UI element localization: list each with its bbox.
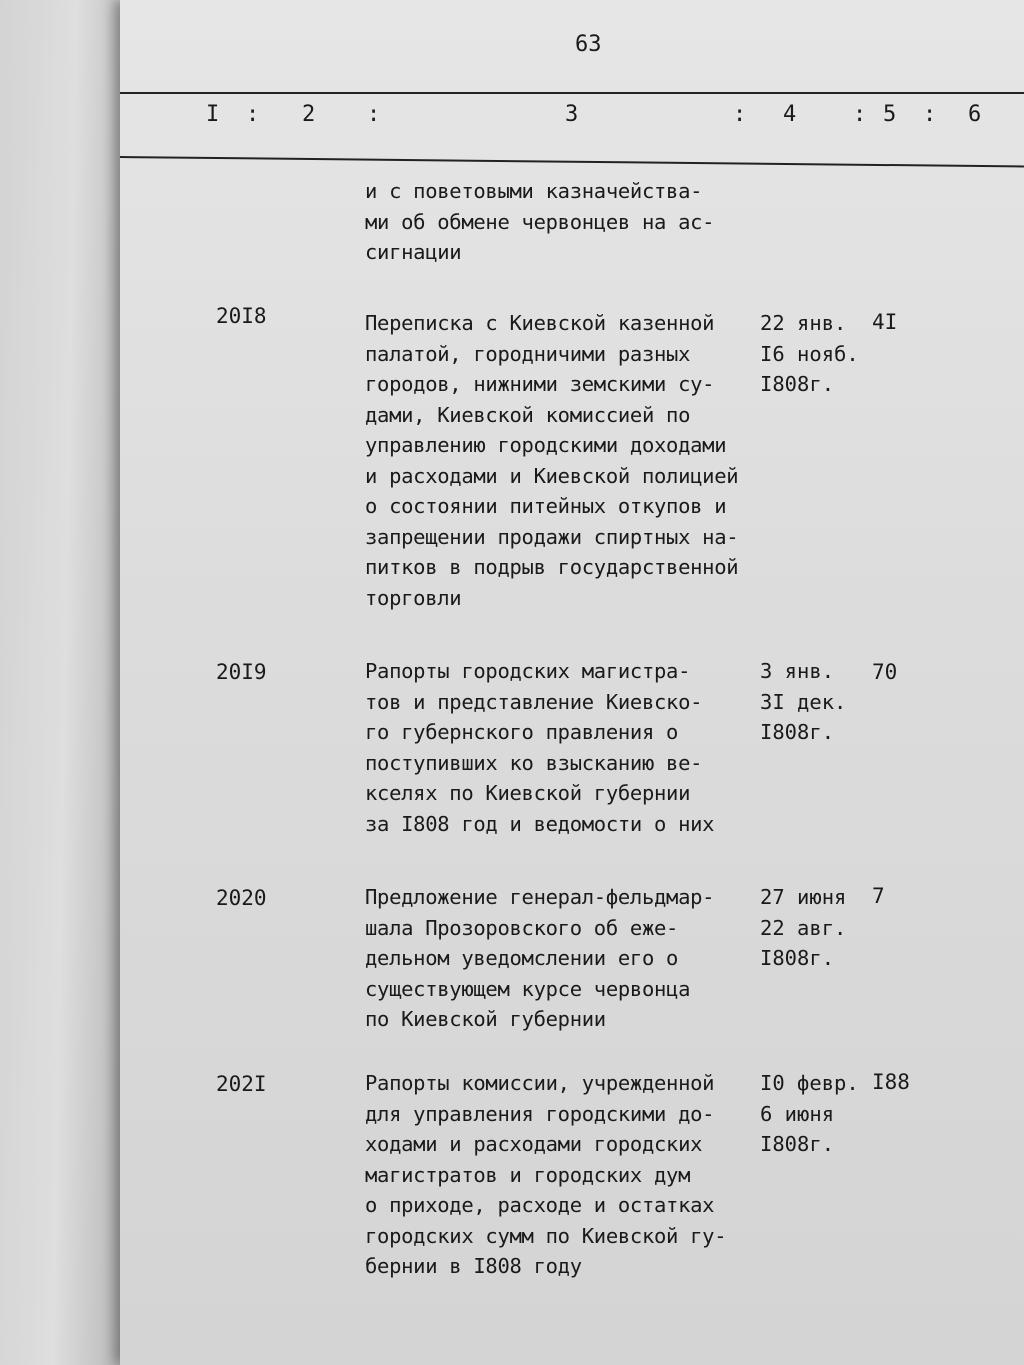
description-line: бернии в I808 году (365, 1254, 582, 1278)
description-line: для управления городскими до- (365, 1101, 715, 1126)
entry-description (365, 656, 765, 839)
date-line: 6 июня (760, 1101, 835, 1126)
date-line: 3 янв. (760, 659, 835, 683)
entry-dates (760, 1068, 880, 1160)
description-line: тов и представление Киевско- (365, 689, 703, 714)
description-line: по Киевской губернии (365, 1007, 606, 1031)
column-separator: : (246, 102, 260, 127)
entry-sheets: 70 (872, 660, 898, 684)
date-line: 3I дек. (760, 689, 847, 714)
header-rule-top (120, 92, 1024, 94)
description-line: существующем курсе червонца (365, 976, 691, 1001)
entry-description (365, 176, 765, 268)
entry-number: 20I9 (216, 660, 267, 684)
description-line: палатой, городничими разных (365, 341, 691, 366)
entry-sheets: I88 (872, 1070, 910, 1094)
description-line: городских сумм по Киевской гу- (365, 1223, 727, 1248)
description-line: Переписка с Киевской казенной (365, 311, 715, 335)
description-line: управлению городскими доходами (365, 433, 727, 457)
date-line: I6 нояб. (760, 341, 859, 366)
date-line: 22 авг. (760, 915, 847, 940)
description-line: магистратов и городских дум (365, 1162, 691, 1187)
description-line: о состоянии питейных откупов и (365, 494, 727, 518)
header-rule-bottom (120, 156, 1024, 167)
date-line: I808г. (760, 720, 835, 744)
description-line: сигнации (365, 240, 462, 264)
entry-description (365, 308, 765, 613)
column-header-3: 3 (565, 102, 579, 127)
description-line: Предложение генерал-фельдмар- (365, 885, 715, 909)
date-line: 22 янв. (760, 311, 847, 335)
column-header-5: 5 (883, 102, 897, 127)
description-line: дельном уведомслении его о (365, 946, 679, 970)
date-line: I0 февр. (760, 1071, 859, 1095)
entry-dates (760, 656, 880, 748)
entry-number: 20I8 (216, 304, 267, 328)
description-line: питков в подрыв государственной (365, 555, 739, 579)
description-line: и расходами и Киевской полицией (365, 463, 739, 488)
description-line: запрещении продажи спиртных на- (365, 524, 739, 549)
description-line: дами, Киевской комиссией по (365, 402, 691, 427)
description-line: за I808 год и ведомости о них (365, 811, 715, 836)
description-line: о приходе, расходе и остатках (365, 1193, 715, 1217)
description-line: городов, нижними земскими су- (365, 372, 715, 396)
date-line: I808г. (760, 1132, 835, 1156)
description-line: поступивших ко взысканию ве- (365, 750, 703, 775)
description-line: торговли (365, 585, 462, 610)
entry-number: 202I (216, 1072, 267, 1096)
column-separator: : (853, 102, 867, 127)
column-separator: : (923, 102, 937, 127)
description-line: Рапорты городских магистра- (365, 659, 691, 683)
description-line: шала Прозоровского об еже- (365, 915, 679, 940)
column-separator: : (367, 102, 381, 127)
column-header-6: 6 (968, 102, 982, 127)
date-line: 27 июня (760, 885, 847, 909)
column-header-2: 2 (302, 102, 316, 127)
description-line: го губернского правления о (365, 720, 679, 744)
description-line: ми об обмене червонцев на ас- (365, 209, 715, 234)
entry-description (365, 1068, 765, 1282)
entry-sheets: 4I (872, 310, 898, 334)
description-line: и с поветовыми казначейства- (365, 179, 703, 203)
entry-number: 2020 (216, 886, 267, 910)
description-line: кселях по Киевской губернии (365, 781, 691, 805)
date-line: I808г. (760, 372, 835, 396)
description-line: ходами и расходами городских (365, 1132, 703, 1156)
document-page (120, 0, 1024, 1365)
page-number: 63 (575, 32, 602, 57)
description-line: Рапорты комиссии, учрежденной (365, 1071, 715, 1095)
entry-dates (760, 308, 880, 400)
entry-sheets: 7 (872, 884, 885, 908)
column-header-1: I (206, 102, 220, 127)
entry-description (365, 882, 765, 1035)
column-separator: : (733, 102, 747, 127)
date-line: I808г. (760, 946, 835, 970)
entry-dates (760, 882, 880, 974)
column-header-4: 4 (783, 102, 797, 127)
